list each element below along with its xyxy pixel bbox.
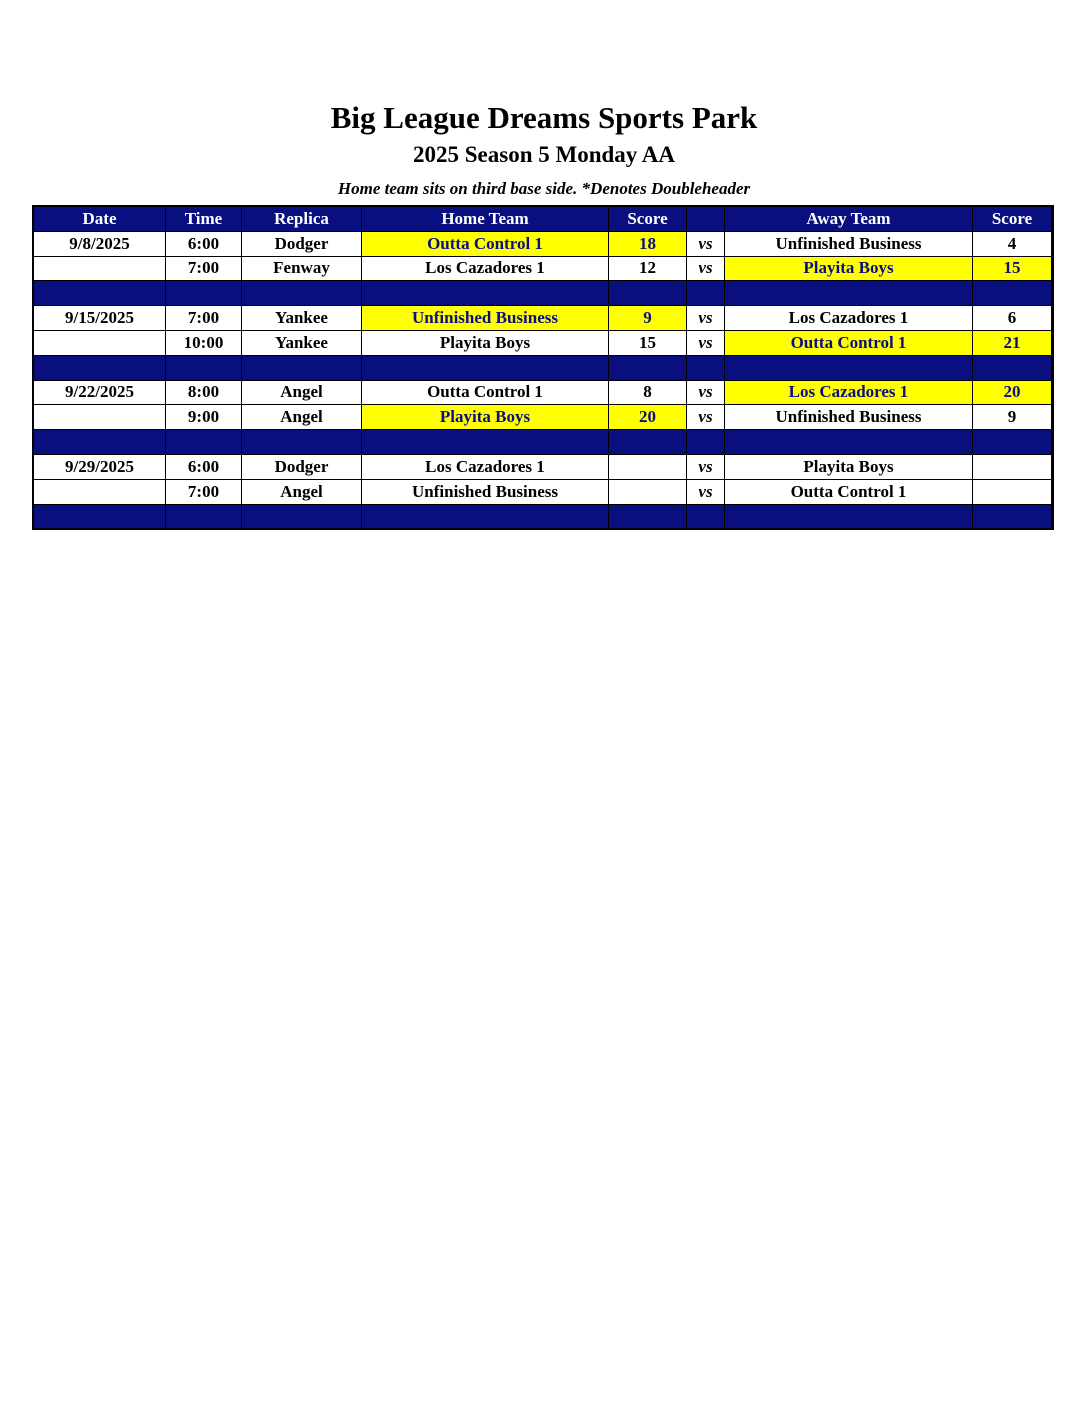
spacer-cell — [687, 504, 725, 529]
col-header-time: Time — [166, 207, 242, 232]
home-score-cell: 12 — [609, 256, 687, 281]
away-score-cell: 4 — [973, 231, 1052, 256]
page-subtitle: 2025 Season 5 Monday AA — [413, 142, 675, 167]
date-cell: 9/8/2025 — [34, 231, 166, 256]
home-team-cell: Playita Boys — [362, 330, 609, 355]
spacer-cell — [725, 504, 973, 529]
date-cell: 9/29/2025 — [34, 454, 166, 479]
date-cell — [34, 256, 166, 281]
spacer-cell — [362, 504, 609, 529]
away-team-cell: Unfinished Business — [725, 231, 973, 256]
date-cell — [34, 330, 166, 355]
away-team-cell: Unfinished Business — [725, 405, 973, 430]
col-header-away-score: Score — [973, 207, 1052, 232]
spacer-cell — [362, 281, 609, 306]
home-team-cell: Los Cazadores 1 — [362, 454, 609, 479]
spacer-cell — [242, 281, 362, 306]
table-row — [34, 380, 1052, 405]
away-team-cell: Los Cazadores 1 — [725, 380, 973, 405]
time-cell: 6:00 — [166, 231, 242, 256]
vs-cell: vs — [687, 380, 725, 405]
replica-cell: Dodger — [242, 231, 362, 256]
away-score-cell: 20 — [973, 380, 1052, 405]
away-team-cell: Playita Boys — [725, 256, 973, 281]
replica-cell: Angel — [242, 380, 362, 405]
home-team-cell: Outta Control 1 — [362, 231, 609, 256]
replica-cell: Yankee — [242, 330, 362, 355]
col-header-replica: Replica — [242, 207, 362, 232]
time-cell: 9:00 — [166, 405, 242, 430]
spacer-cell — [687, 281, 725, 306]
table-row — [34, 306, 1052, 331]
spacer-cell — [609, 281, 687, 306]
page-title: Big League Dreams Sports Park — [330, 100, 758, 135]
spacer-cell — [725, 355, 973, 380]
home-score-cell — [609, 454, 687, 479]
away-score-cell: 21 — [973, 330, 1052, 355]
home-team-cell: Playita Boys — [362, 405, 609, 430]
spacer-cell — [166, 430, 242, 455]
away-score-cell — [973, 454, 1052, 479]
spacer-cell — [973, 355, 1052, 380]
vs-cell: vs — [687, 454, 725, 479]
col-header-home-team: Home Team — [362, 207, 609, 232]
home-score-cell: 20 — [609, 405, 687, 430]
spacer-cell — [34, 504, 166, 529]
vs-cell: vs — [687, 256, 725, 281]
schedule-table — [33, 206, 1052, 529]
date-cell: 9/22/2025 — [34, 380, 166, 405]
replica-cell: Angel — [242, 405, 362, 430]
spacer-cell — [242, 430, 362, 455]
away-team-cell: Outta Control 1 — [725, 479, 973, 504]
spacer-cell — [34, 355, 166, 380]
schedule-body — [34, 231, 1052, 529]
spacer-cell — [973, 430, 1052, 455]
vs-cell: vs — [687, 306, 725, 331]
home-score-cell: 18 — [609, 231, 687, 256]
replica-cell: Fenway — [242, 256, 362, 281]
col-header-vs — [687, 207, 725, 232]
away-score-cell — [973, 479, 1052, 504]
date-cell — [34, 405, 166, 430]
spacer-cell — [687, 430, 725, 455]
home-score-cell: 15 — [609, 330, 687, 355]
vs-cell: vs — [687, 231, 725, 256]
spacer-cell — [242, 355, 362, 380]
spacer-row — [34, 281, 1052, 306]
table-row — [34, 479, 1052, 504]
col-header-away-team: Away Team — [725, 207, 973, 232]
date-cell — [34, 479, 166, 504]
vs-cell: vs — [687, 479, 725, 504]
table-row — [34, 256, 1052, 281]
home-team-cell: Unfinished Business — [362, 306, 609, 331]
time-cell: 6:00 — [166, 454, 242, 479]
time-cell: 7:00 — [166, 479, 242, 504]
table-row — [34, 231, 1052, 256]
spacer-cell — [362, 355, 609, 380]
spacer-cell — [166, 281, 242, 306]
spacer-cell — [34, 281, 166, 306]
home-team-cell: Los Cazadores 1 — [362, 256, 609, 281]
spacer-cell — [725, 281, 973, 306]
replica-cell: Angel — [242, 479, 362, 504]
replica-cell: Dodger — [242, 454, 362, 479]
col-header-home-score: Score — [609, 207, 687, 232]
away-score-cell: 15 — [973, 256, 1052, 281]
time-cell: 7:00 — [166, 306, 242, 331]
spacer-cell — [973, 281, 1052, 306]
spacer-row — [34, 430, 1052, 455]
spacer-cell — [34, 430, 166, 455]
time-cell: 10:00 — [166, 330, 242, 355]
home-team-cell: Outta Control 1 — [362, 380, 609, 405]
table-row — [34, 330, 1052, 355]
spacer-cell — [725, 430, 973, 455]
time-cell: 8:00 — [166, 380, 242, 405]
spacer-cell — [609, 430, 687, 455]
spacer-cell — [166, 504, 242, 529]
spacer-row — [34, 504, 1052, 529]
spacer-cell — [973, 504, 1052, 529]
away-team-cell: Outta Control 1 — [725, 330, 973, 355]
spacer-cell — [687, 355, 725, 380]
home-score-cell: 9 — [609, 306, 687, 331]
vs-cell: vs — [687, 330, 725, 355]
spacer-cell — [242, 504, 362, 529]
spacer-cell — [362, 430, 609, 455]
schedule-note: Home team sits on third base side. *Denotes Doubleheader — [337, 179, 751, 198]
table-row — [34, 405, 1052, 430]
home-score-cell: 8 — [609, 380, 687, 405]
spacer-row — [34, 355, 1052, 380]
col-header-date: Date — [34, 207, 166, 232]
spacer-cell — [166, 355, 242, 380]
table-header-row — [34, 207, 1052, 232]
away-score-cell: 9 — [973, 405, 1052, 430]
table-row — [34, 454, 1052, 479]
time-cell: 7:00 — [166, 256, 242, 281]
away-score-cell: 6 — [973, 306, 1052, 331]
away-team-cell: Los Cazadores 1 — [725, 306, 973, 331]
spacer-cell — [609, 504, 687, 529]
away-team-cell: Playita Boys — [725, 454, 973, 479]
home-score-cell — [609, 479, 687, 504]
date-cell: 9/15/2025 — [34, 306, 166, 331]
home-team-cell: Unfinished Business — [362, 479, 609, 504]
replica-cell: Yankee — [242, 306, 362, 331]
vs-cell: vs — [687, 405, 725, 430]
spacer-cell — [609, 355, 687, 380]
